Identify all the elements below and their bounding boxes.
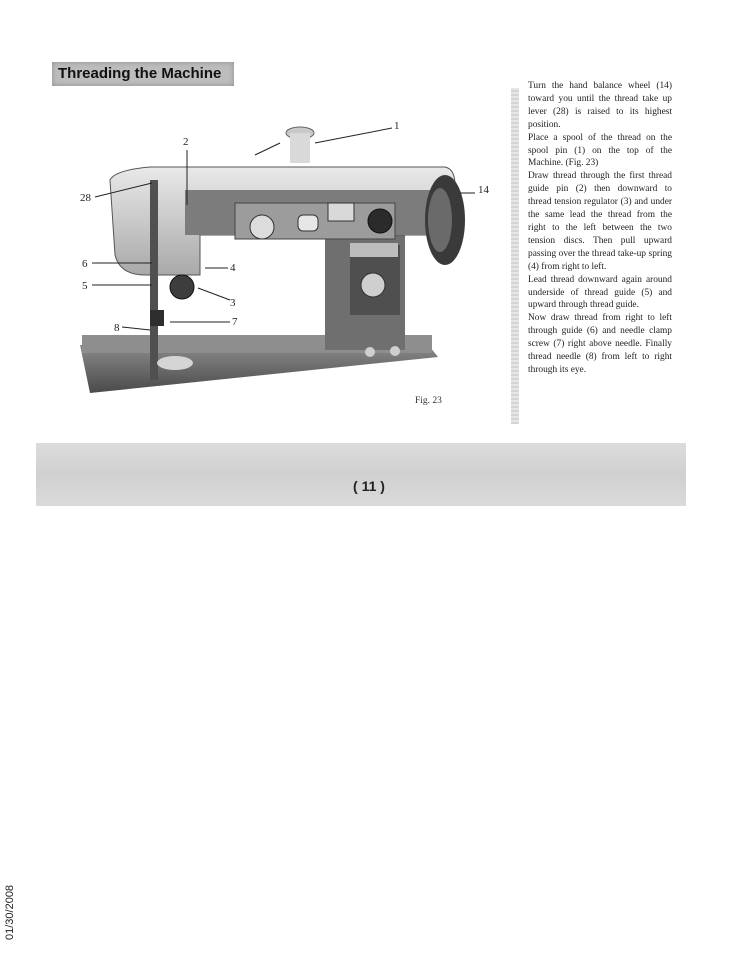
instruction-paragraph: Place a spool of the thread on the spool pin (1) on the top of the Machine. (Fig. 23) xyxy=(528,132,672,169)
callout-7: 7 xyxy=(232,316,238,328)
sewing-machine-illustration xyxy=(70,95,500,415)
callout-4: 4 xyxy=(230,262,236,274)
callout-8: 8 xyxy=(114,322,120,334)
column-divider xyxy=(511,88,519,424)
instruction-paragraph: Lead thread downward again around underside of thread guide (5) and upward through thread guide. xyxy=(528,274,672,311)
callout-2: 2 xyxy=(183,136,189,148)
callout-5: 5 xyxy=(82,280,88,292)
sewing-machine-figure xyxy=(70,95,500,415)
figure-caption: Fig. 23 xyxy=(415,396,442,406)
callout-3: 3 xyxy=(230,297,236,309)
callout-14: 14 xyxy=(478,184,489,196)
callout-6: 6 xyxy=(82,258,88,270)
date-stamp: 01/30/2008 xyxy=(4,884,16,940)
instruction-paragraph: Draw thread through the first thread guide pin (2) then downward to thread tension regulator (3) and under the same lead the thread from the right to the left between the two tension discs. Then pull upward passing over the thread take-up spring (4) from right to left. xyxy=(528,171,672,272)
instruction-paragraph: Now draw thread from right to left through guide (6) and needle clamp screw (7) right above needle. Finally thread needle (8) from left to right through its eye. xyxy=(528,313,672,375)
callout-1: 1 xyxy=(394,120,400,132)
callout-28: 28 xyxy=(80,192,91,204)
page-number: ( 11 ) xyxy=(353,478,385,494)
instruction-paragraph: Turn the hand balance wheel (14) toward you until the thread take up lever (28) is raised to its highest position. xyxy=(528,81,672,130)
footer-band xyxy=(36,443,686,506)
section-title: Threading the Machine xyxy=(52,62,234,86)
threading-instructions xyxy=(528,80,672,377)
